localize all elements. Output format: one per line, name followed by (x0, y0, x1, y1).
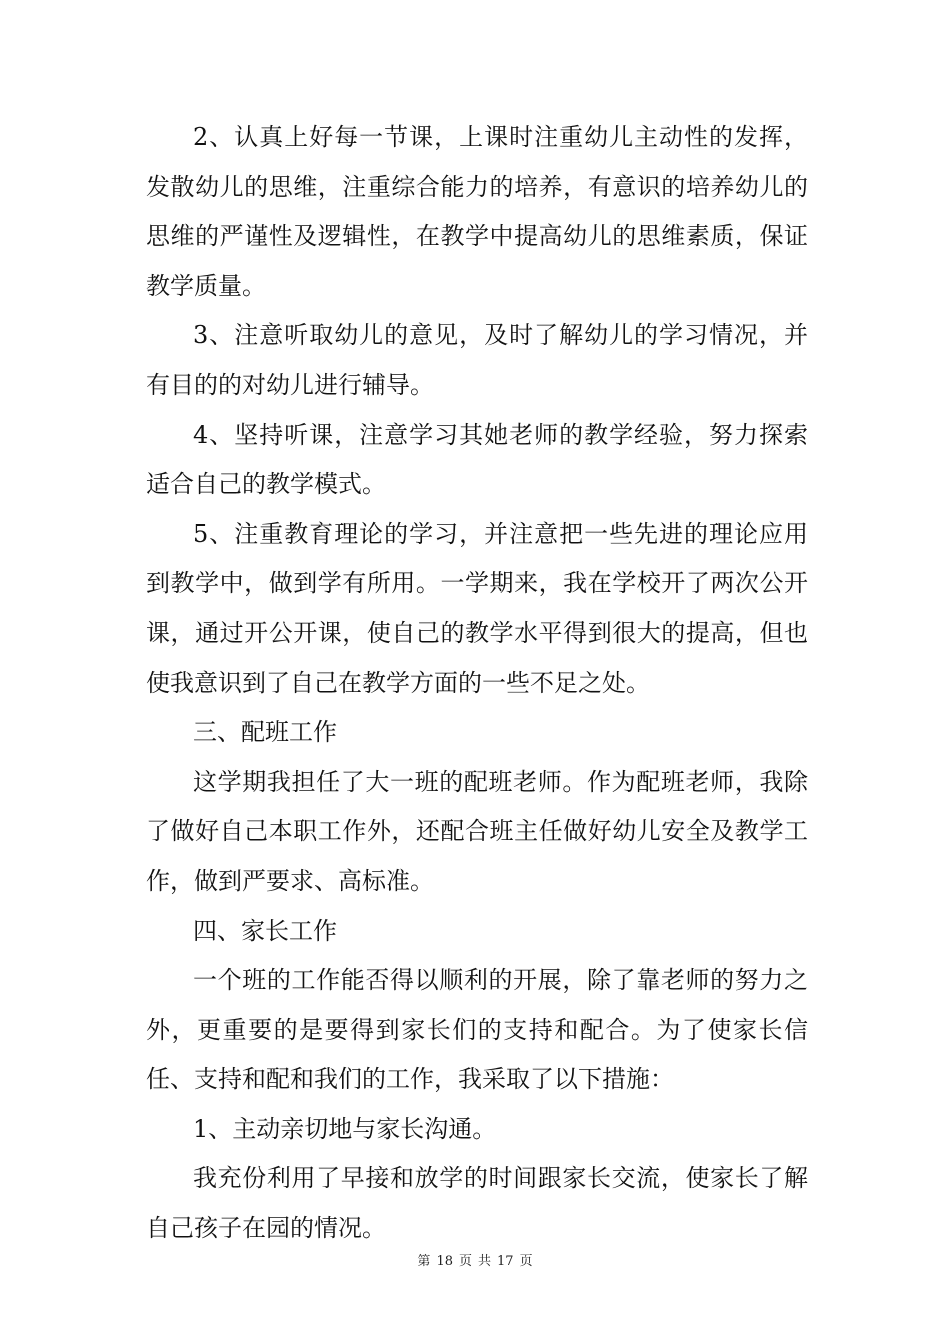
footer-total-pages: 17 (497, 1254, 514, 1269)
paragraph-item-5: 5、注重教育理论的学习，并注意把一些先进的理论应用到教学中，做到学有所用。一学期来，我在学校开了两次公开课，通过开公开课，使自己的教学水平得到很大的提高，但也使我意识到了自己在教学方面的一些不足之处。 (146, 519, 808, 697)
footer-suffix: 页 (519, 1254, 533, 1269)
paragraph-peiban: 这学期我担任了大一班的配班老师。作为配班老师，我除了做好自己本职工作外，还配合班主任做好幼儿安全及教学工作，做到严要求、高标准。 (146, 767, 808, 895)
page-footer (0, 1250, 950, 1269)
footer-prefix: 第 (417, 1254, 431, 1269)
footer-page-label: 页 (458, 1254, 472, 1269)
paragraph-item-4: 4、坚持听课，注意学习其她老师的教学经验，努力探索适合自己的教学模式。 (146, 420, 808, 499)
paragraph-measure-1-detail: 我充份利用了早接和放学的时间跟家长交流，使家长了解自己孩子在园的情况。 (146, 1164, 808, 1243)
paragraph-jiazhang-intro: 一个班的工作能否得以顺利的开展，除了靠老师的努力之外，更重要的是要得到家长们的支持和配合。为了使家长信任、支持和配和我们的工作，我采取了以下措施： (146, 966, 808, 1094)
section-heading-jiazhang: 四、家长工作 (193, 916, 337, 945)
paragraph-measure-1: 1、主动亲切地与家长沟通。 (193, 1114, 497, 1143)
section-heading-peiban: 三、配班工作 (193, 718, 337, 747)
footer-current-page: 18 (436, 1254, 453, 1269)
paragraph-item-3: 3、注意听取幼儿的意见，及时了解幼儿的学习情况，并有目的的对幼儿进行辅导。 (146, 321, 808, 399)
footer-total-label: 共 (478, 1254, 492, 1269)
paragraph-item-2: 2、认真上好每一节课，上课时注重幼儿主动性的发挥，发散幼儿的思维，注重综合能力的培养，有意识的培养幼儿的思维的严谨性及逻辑性，在教学中提高幼儿的思维素质，保证教学质量。 (146, 123, 808, 300)
document-body (146, 113, 808, 1254)
